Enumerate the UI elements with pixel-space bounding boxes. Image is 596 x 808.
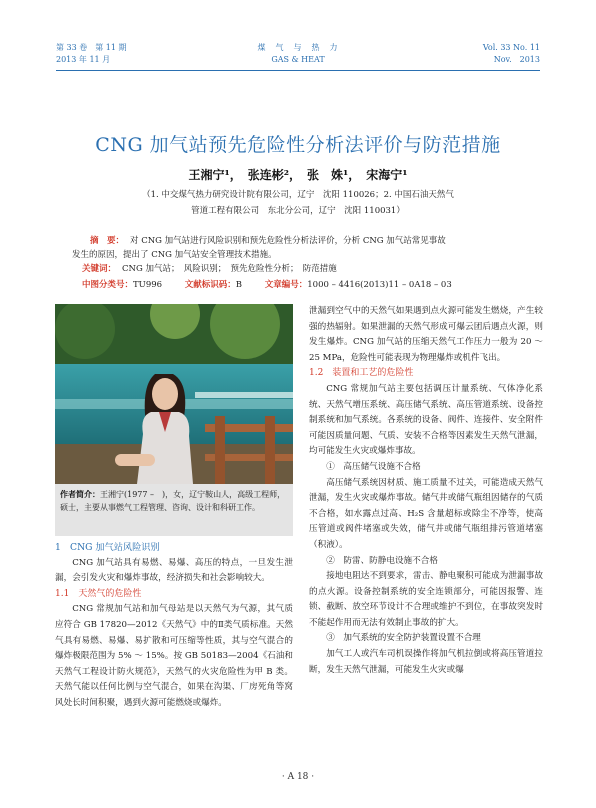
- page-number: · A 18 ·: [281, 772, 315, 782]
- list-item-1: ① 高压储气设施不合格: [326, 461, 421, 472]
- author-photo-illustration: [55, 304, 293, 484]
- abstract-label: 摘 要：: [90, 236, 125, 246]
- article-number-label: 文章编号：: [264, 280, 308, 290]
- affiliation-line-2: 管道工程有限公司 东北分公司，辽宁 沈阳 110031）: [191, 206, 405, 216]
- paragraph: 高压储气系统因材质、施工质量不过关，可能造成天然气泄漏，发生火灾或爆炸事故。储气井或储气瓶组因储存的气质不合格，如水露点过高、H₂S 含量超标或除尘不净等，使高压管道或阀件堵塞或失效，储气井或储气瓶组排污管道堵塞（积液）。: [309, 477, 543, 550]
- list-item-3: ③ 加气系统的安全防护装置设置不合理: [326, 633, 481, 644]
- header-divider: [56, 70, 540, 71]
- keywords-label: 关键词：: [82, 264, 117, 274]
- keywords-text: CNG 加气站； 风险识别； 预先危险性分析； 防范措施: [122, 264, 337, 274]
- list-item-2: ② 防雷、防静电设施不合格: [326, 555, 438, 566]
- article-number-value: 1000 – 4416(2013)11 – 0A18 – 03: [307, 280, 452, 290]
- volume-issue-text: 第 33 卷 第 11 期: [56, 43, 127, 52]
- paragraph: 接地电阻达不到要求，雷击、静电聚积可能成为泄漏事故的点火源。设备控制系统的安全连锁部分，可能因报警、连锁、截断、放空环节设计不合理或维护不到位，在事故突发时不能起作用而无法有效制止事故的扩大。: [309, 571, 543, 628]
- issue-date-text: 2013 年 11 月: [56, 55, 111, 64]
- clc-label: 中图分类号：: [82, 280, 134, 290]
- paragraph: 加气工人或汽车司机误操作将加气机拉倒或将高压管道拉断，发生天然气泄漏，可能发生火灾或爆: [309, 649, 543, 675]
- author-photo: [55, 304, 293, 484]
- volume-en-text: Vol. 33 No. 11: [482, 43, 540, 52]
- author-list: 王湘宁¹， 张连彬²， 张 姝¹， 宋海宁¹: [188, 168, 408, 182]
- doc-code-value: B: [235, 280, 243, 290]
- clc-value: TU996: [133, 280, 163, 290]
- bio-text: 王湘宁(1977 – )，女，辽宁鞍山人，高级工程师，硕士，主要从事燃气工程管理、咨询、设计和科研工作。: [60, 490, 286, 512]
- abstract-text-2: 发生的原因，提出了 CNG 加气站安全管理技术措施。: [72, 250, 277, 260]
- journal-name-en: GAS & HEAT: [271, 55, 325, 64]
- date-en-text: Nov. 2013: [493, 55, 540, 64]
- right-column: [309, 304, 543, 678]
- journal-name-cn: 煤 气 与 热 力: [257, 43, 339, 52]
- paragraph: 泄漏到空气中的天然气如果遇到点火源可能发生燃烧，产生较强的热辐射。如果泄漏的天然气形成可爆云团后遇点火源，则发生爆炸。CNG 加气站的压缩天然气工作压力一般为 20 ～ 25 MPa，危险性可能表现为物理爆炸或机件飞出。: [309, 306, 543, 363]
- doc-code-label: 文献标识码：: [184, 280, 236, 290]
- bio-label: 作者简介：: [60, 489, 100, 499]
- abstract: [72, 234, 532, 276]
- section-1-1-heading: 1.1 天然气的危险性: [55, 588, 142, 599]
- left-column: [55, 540, 293, 712]
- abstract-text-1: 对 CNG 加气站进行风险识别和预先危险性分析法评价，分析 CNG 加气站常见事故: [130, 236, 446, 246]
- classification-meta: [72, 278, 542, 290]
- article-title: CNG 加气站预先危险性分析法评价与防范措施: [95, 134, 501, 156]
- paragraph: CNG 常规加气站和加气母站是以天然气为气源，其气质应符合 GB 17820—2012《天然气》中的Ⅱ类气质标准。天然气具有易燃、易爆、易扩散和可压缩等性质，其与空气混合的爆炸极限范围为 5% ～ 15%。按 GB 50183—2004《石油和天然气工程设计防火规范》，天然气的火灾危险性为甲 B 类。天然气能以任何比例与空气混合，如果在沟渠、厂房死角等窝风处长时间积聚，遇到火源可能燃烧或爆炸。: [55, 604, 293, 708]
- section-1-heading: 1 CNG 加气站风险识别: [55, 542, 160, 553]
- paragraph: CNG 加气站具有易燃、易爆、高压的特点，一旦发生泄漏，会引发火灾和爆炸事故，经济损失和社会影响较大。: [55, 557, 293, 584]
- affiliation-line-1: （1. 中交煤气热力研究设计院有限公司，辽宁 沈阳 110026；2. 中国石油天然气: [142, 190, 454, 200]
- section-1-2-heading: 1.2 装置和工艺的危险性: [309, 368, 414, 379]
- journal-volume-en: [483, 42, 540, 66]
- paragraph: CNG 常规加气站主要包括调压计量系统、气体净化系统、天然气增压系统、高压储气系统、高压管道系统、设备控制系统和加气系统。各系统的设备、阀件、连接件、安全附件可能因质量问题、气质、安装不合格等因素发生天然气泄漏，均可能发生火灾或爆炸事故。: [309, 383, 543, 457]
- author-bio: [55, 484, 293, 536]
